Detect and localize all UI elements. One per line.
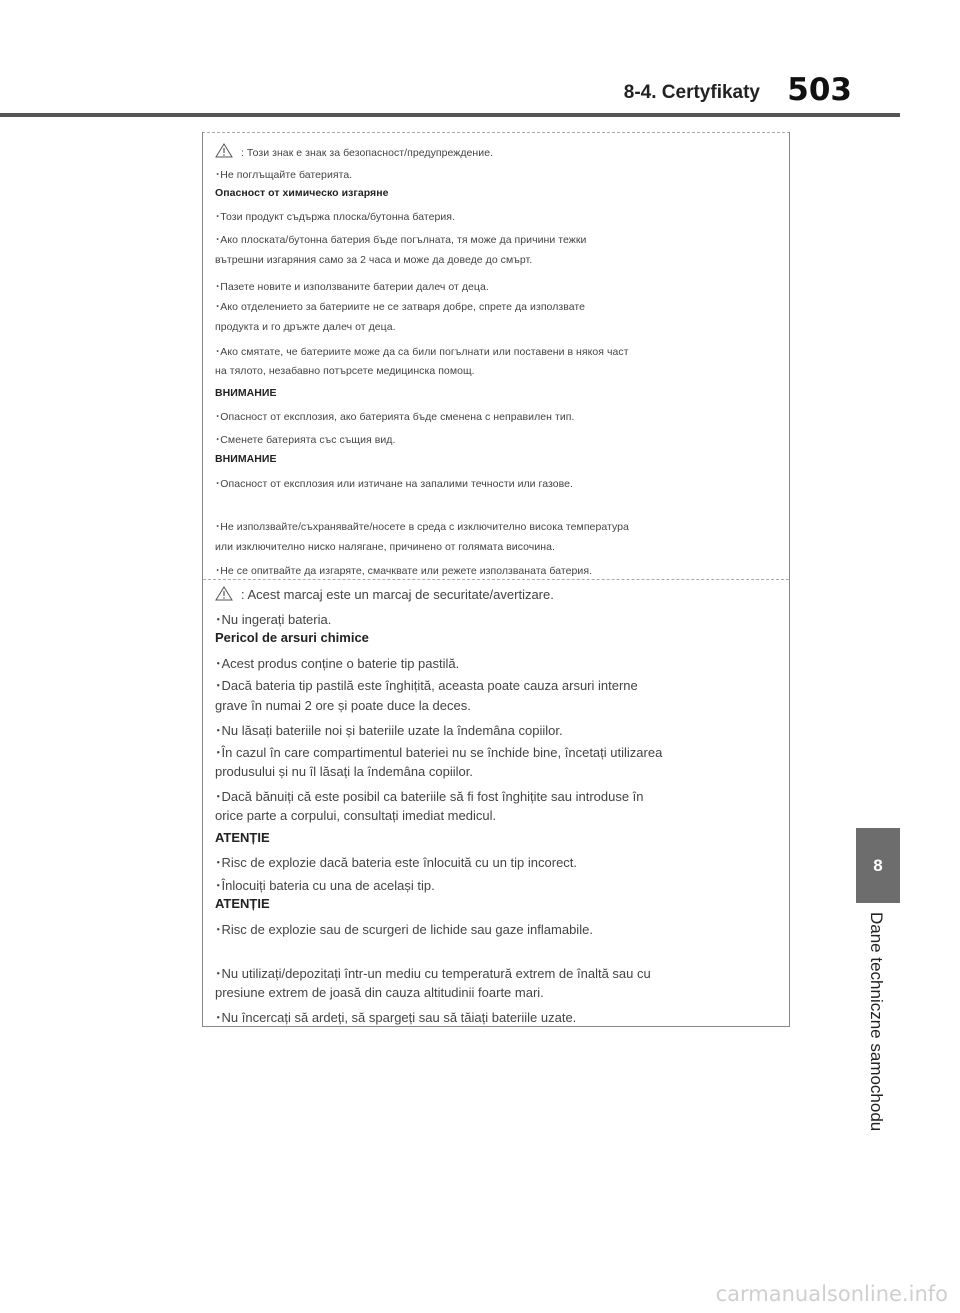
bg-line-18: ･Не се опитвайте да изгаряте, смачквате или режете използваната батерия. [215,565,593,577]
watermark: carmanualsonline.info [715,1282,948,1306]
bg-line-6: ･Пазете новите и използваните батерии далеч от деца. [215,281,489,293]
warning-triangle-icon [215,586,233,604]
warning-triangle-icon [215,143,233,161]
ro-line-16: ･Nu utilizați/depozitați într-un mediu cu temperatură extrem de înaltă sau cu [215,966,651,981]
ro-line-12: ･Risc de explozie dacă bateria este înlocuită cu un tip incorect. [215,855,578,870]
ro-line-15: ･Risc de explozie sau de scurgeri de lichide sau gaze inflamabile. [215,922,593,937]
ro-line-4: ･Dacă bateria tip pastilă este înghițită, aceasta poate cauza arsuri interne [215,678,638,693]
ro-line-10: orice parte a corpului, consultați imediat medicul. [215,808,497,823]
ro-line-17: presiune extrem de joasă din cauza altitudinii foarte mari. [215,985,544,1000]
bg-line-0: : Този знак е знак за безопасност/предупреждение. [215,143,493,161]
ro-line-0: : Acest marcaj este un marcaj de securitate/avertizare. [215,586,554,604]
ro-line-7: ･În cazul în care compartimentul bateriei nu se închide bine, încetați utilizarea [215,745,663,760]
ro-line-9: ･Dacă bănuiți că este posibil ca bateriile să fi fost înghițite sau introduse în [215,789,644,804]
bg-line-8: продукта и го дръжте далеч от деца. [215,321,396,333]
ro-line-8: produsului și nu îl lăsați la îndemâna copiilor. [215,764,473,779]
header-rule [0,113,900,117]
chapter-label: Dane techniczne samochodu [867,912,886,1132]
bg-heading-chemical: Опасност от химическо изгаряне [215,187,389,199]
bg-heading-warning-2: ВНИМАНИЕ [215,453,277,465]
ro-line-18: ･Nu încercați să ardeți, să spargeți sau să tăiați bateriile uzate. [215,1010,577,1025]
bg-line-7: ･Ако отделението за батериите не се затваря добре, спрете да използвате [215,301,586,313]
bg-line-13: ･Сменете батерията със същия вид. [215,434,396,446]
ro-heading-warning-1: ATENȚIE [215,830,270,845]
ro-heading-warning-2: ATENȚIE [215,896,270,911]
bg-heading-warning-1: ВНИМАНИЕ [215,387,277,399]
ro-line-13: ･Înlocuiți bateria cu una de același tip. [215,878,435,893]
bg-line-1: ･Не поглъщайте батерията. [215,169,353,181]
ro-line-5: grave în numai 2 ore și poate duce la deces. [215,698,471,713]
chapter-tab[interactable]: 8 [856,828,900,903]
page-number: 503 [787,72,852,108]
bg-line-16: ･Не използвайте/съхранявайте/носете в среда с изключително висока температура [215,521,629,533]
bg-line-9: ･Ако смятате, че батериите може да са били погълнати или поставени в някоя част [215,346,629,358]
bg-line-17: или изключително ниско налягане, причинено от голямата височина. [215,541,555,553]
bg-line-3: ･Този продукт съдържа плоска/бутонна батерия. [215,211,455,223]
ro-heading-chemical: Pericol de arsuri chimice [215,630,369,645]
bg-line-4: ･Ако плоската/бутонна батерия бъде погълната, тя може да причини тежки [215,234,587,246]
ro-line-3: ･Acest produs conține o baterie tip pastilă. [215,656,460,671]
ro-line-6: ･Nu lăsați bateriile noi și bateriile uzate la îndemâna copiilor. [215,723,563,738]
certificate-box [202,132,790,1027]
bg-line-10: на тялото, незабавно потърсете медицинска помощ. [215,365,475,377]
section-divider [203,579,789,580]
section-title: 8-4. Certyfikaty [623,82,760,103]
ro-line-1: ･Nu ingerați bateria. [215,612,332,627]
bg-line-15: ･Опасност от експлозия или изтичане на запалими течности или газове. [215,478,573,490]
bg-line-5: вътрешни изгаряния само за 2 часа и може да доведе до смърт. [215,254,533,266]
bg-line-12: ･Опасност от експлозия, ако батерията бъде сменена с неправилен тип. [215,411,575,423]
